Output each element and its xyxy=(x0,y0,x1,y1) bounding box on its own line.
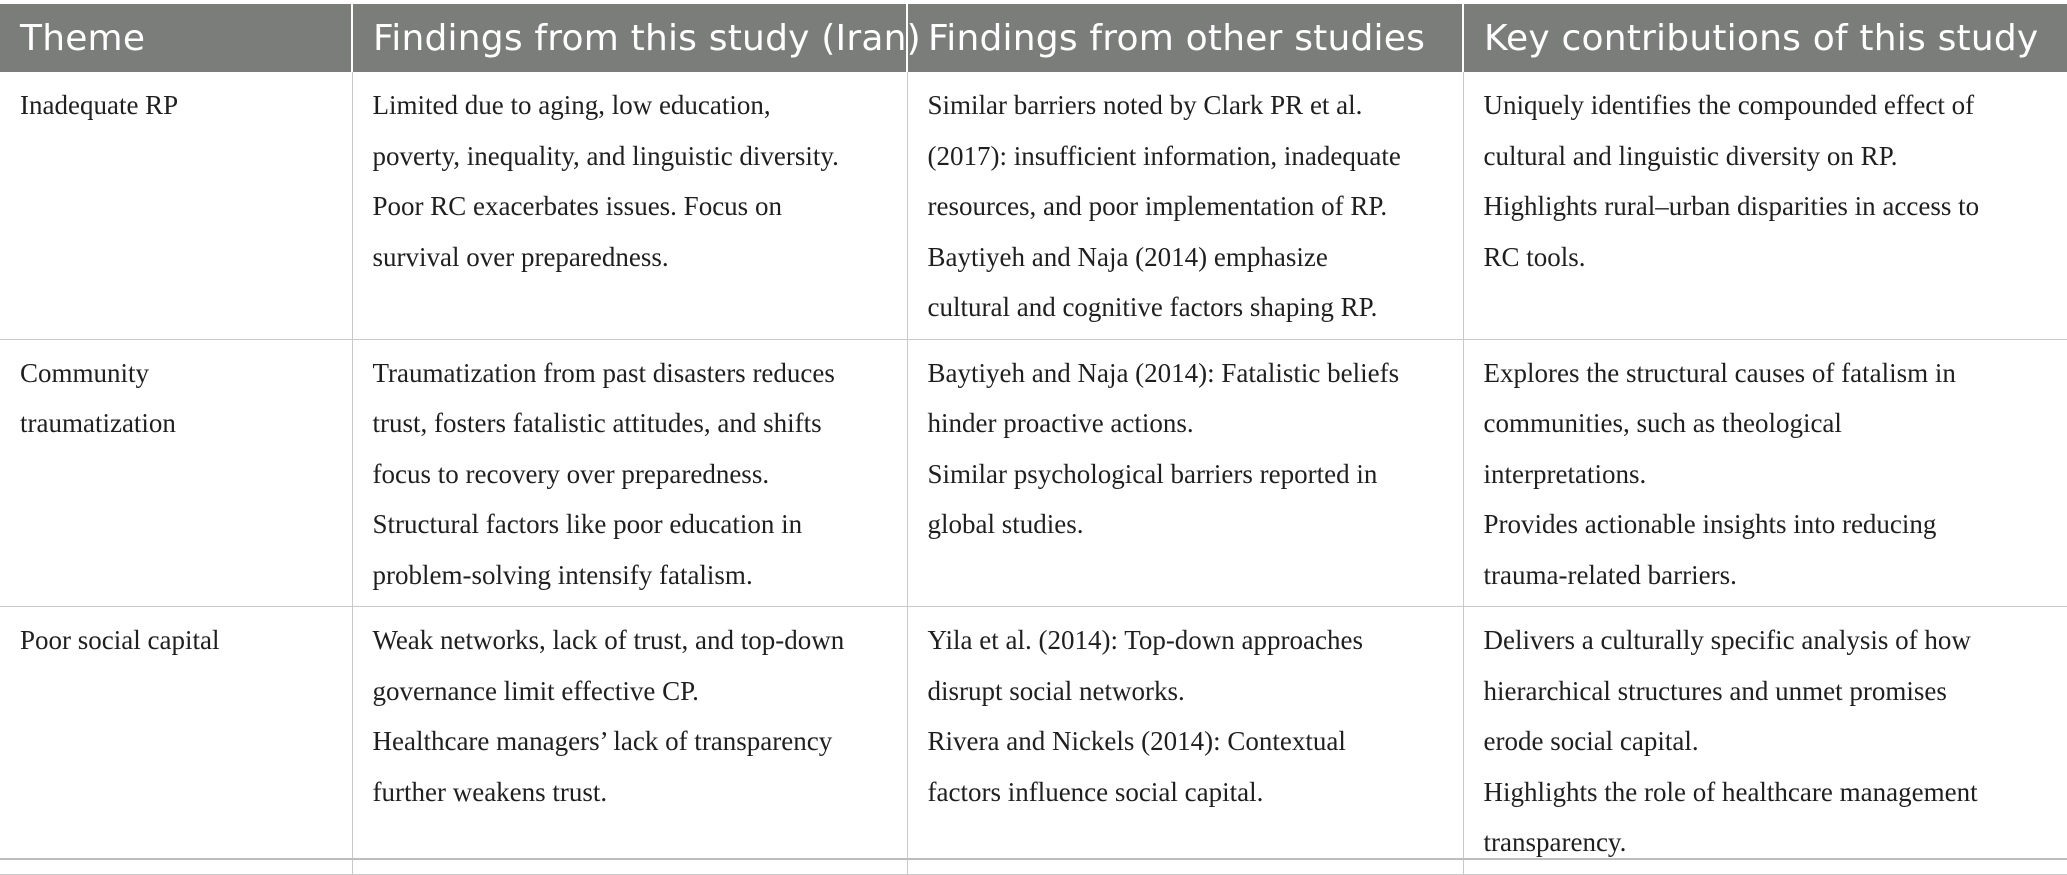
cell-line: Delivers a culturally specific analysis of how xyxy=(1483,625,1971,655)
cell-findings-other xyxy=(907,339,1463,607)
cell-line: Poor RC exacerbates issues. Focus on xyxy=(372,191,782,221)
cell-line: focus to recovery over preparedness. xyxy=(372,458,770,489)
cell-theme xyxy=(0,607,352,875)
cell-line: Uniquely identifies the compounded effect of xyxy=(1483,90,1975,120)
cell-line: RC tools. xyxy=(1483,241,1586,272)
cell-line: hierarchical structures and unmet promises xyxy=(1483,675,1947,706)
cell-line: Highlights the role of healthcare management xyxy=(1483,776,1978,807)
cell-theme xyxy=(0,72,352,339)
cell-line: Weak networks, lack of trust, and top-down xyxy=(372,625,845,655)
cell-line: (2017): insufficient information, inadequate xyxy=(927,140,1401,171)
cell-line: disrupt social networks. xyxy=(927,675,1185,706)
cell-findings-iran xyxy=(352,72,907,339)
cell-line: factors influence social capital. xyxy=(927,776,1264,807)
cell-contributions xyxy=(1463,607,2067,875)
cell-line: Provides actionable insights into reducing xyxy=(1483,509,1937,539)
cell-contributions xyxy=(1463,72,2067,339)
cell-line: further weakens trust. xyxy=(372,776,608,807)
cell-line: resources, and poor implementation of RP. xyxy=(927,191,1388,221)
cell-line: Traumatization from past disasters reduces xyxy=(372,357,835,388)
comparison-table-container xyxy=(0,4,2067,875)
cell-line: Rivera and Nickels (2014): Contextual xyxy=(927,726,1346,756)
cell-findings-iran xyxy=(352,607,907,875)
cell-line: Explores the structural causes of fatalism in xyxy=(1483,357,1956,388)
table-row xyxy=(0,339,2067,607)
cell-findings-iran xyxy=(352,339,907,607)
cell-line: interpretations. xyxy=(1483,458,1647,489)
header-findings-iran: Findings from this study (Iran) xyxy=(352,4,907,72)
cell-contributions xyxy=(1463,339,2067,607)
cell-line: Similar psychological barriers reported in xyxy=(927,458,1378,489)
cell-line: poverty, inequality, and linguistic diversity. xyxy=(372,140,839,171)
cell-line: Limited due to aging, low education, xyxy=(372,90,771,120)
cell-line: Structural factors like poor education in xyxy=(372,509,803,539)
cell-line: communities, such as theological xyxy=(1483,408,1842,438)
cell-line: trust, fosters fatalistic attitudes, and shifts xyxy=(372,408,822,438)
cell-line: Yila et al. (2014): Top-down approaches xyxy=(927,625,1363,655)
cell-line: Inadequate RP xyxy=(20,90,179,120)
cell-line: Poor social capital xyxy=(20,625,220,655)
table-row xyxy=(0,607,2067,875)
cell-line: Baytiyeh and Naja (2014) emphasize xyxy=(927,241,1328,272)
cell-line: trauma-related barriers. xyxy=(1483,559,1737,590)
cell-line: Baytiyeh and Naja (2014): Fatalistic beliefs xyxy=(927,357,1400,388)
cell-line: cultural and cognitive factors shaping RP. xyxy=(927,292,1378,322)
cell-findings-other xyxy=(907,607,1463,875)
cell-theme xyxy=(0,339,352,607)
cell-line: Highlights rural–urban disparities in access to xyxy=(1483,191,1980,221)
cell-line: Healthcare managers’ lack of transparency xyxy=(372,726,833,756)
cell-line: cultural and linguistic diversity on RP. xyxy=(1483,140,1898,171)
cell-line: transparency. xyxy=(1483,827,1627,857)
cell-line: Similar barriers noted by Clark PR et al. xyxy=(927,90,1363,120)
header-findings-other: Findings from other studies xyxy=(907,4,1463,72)
cell-findings-other xyxy=(907,72,1463,339)
table-row xyxy=(0,72,2067,339)
cell-line: problem-solving intensify fatalism. xyxy=(372,559,753,590)
header-theme: Theme xyxy=(0,4,352,72)
cell-line: erode social capital. xyxy=(1483,726,1699,756)
cell-line: global studies. xyxy=(927,509,1084,539)
cell-line: hinder proactive actions. xyxy=(927,408,1194,438)
cell-line: survival over preparedness. xyxy=(372,241,669,272)
cell-line: traumatization xyxy=(20,408,176,438)
comparison-table xyxy=(0,4,2067,875)
table-bottom-rule xyxy=(0,858,2067,860)
cell-line: Community xyxy=(20,357,150,388)
table-header-row xyxy=(0,4,2067,72)
cell-line: governance limit effective CP. xyxy=(372,675,699,706)
header-key-contributions: Key contributions of this study xyxy=(1463,4,2067,72)
